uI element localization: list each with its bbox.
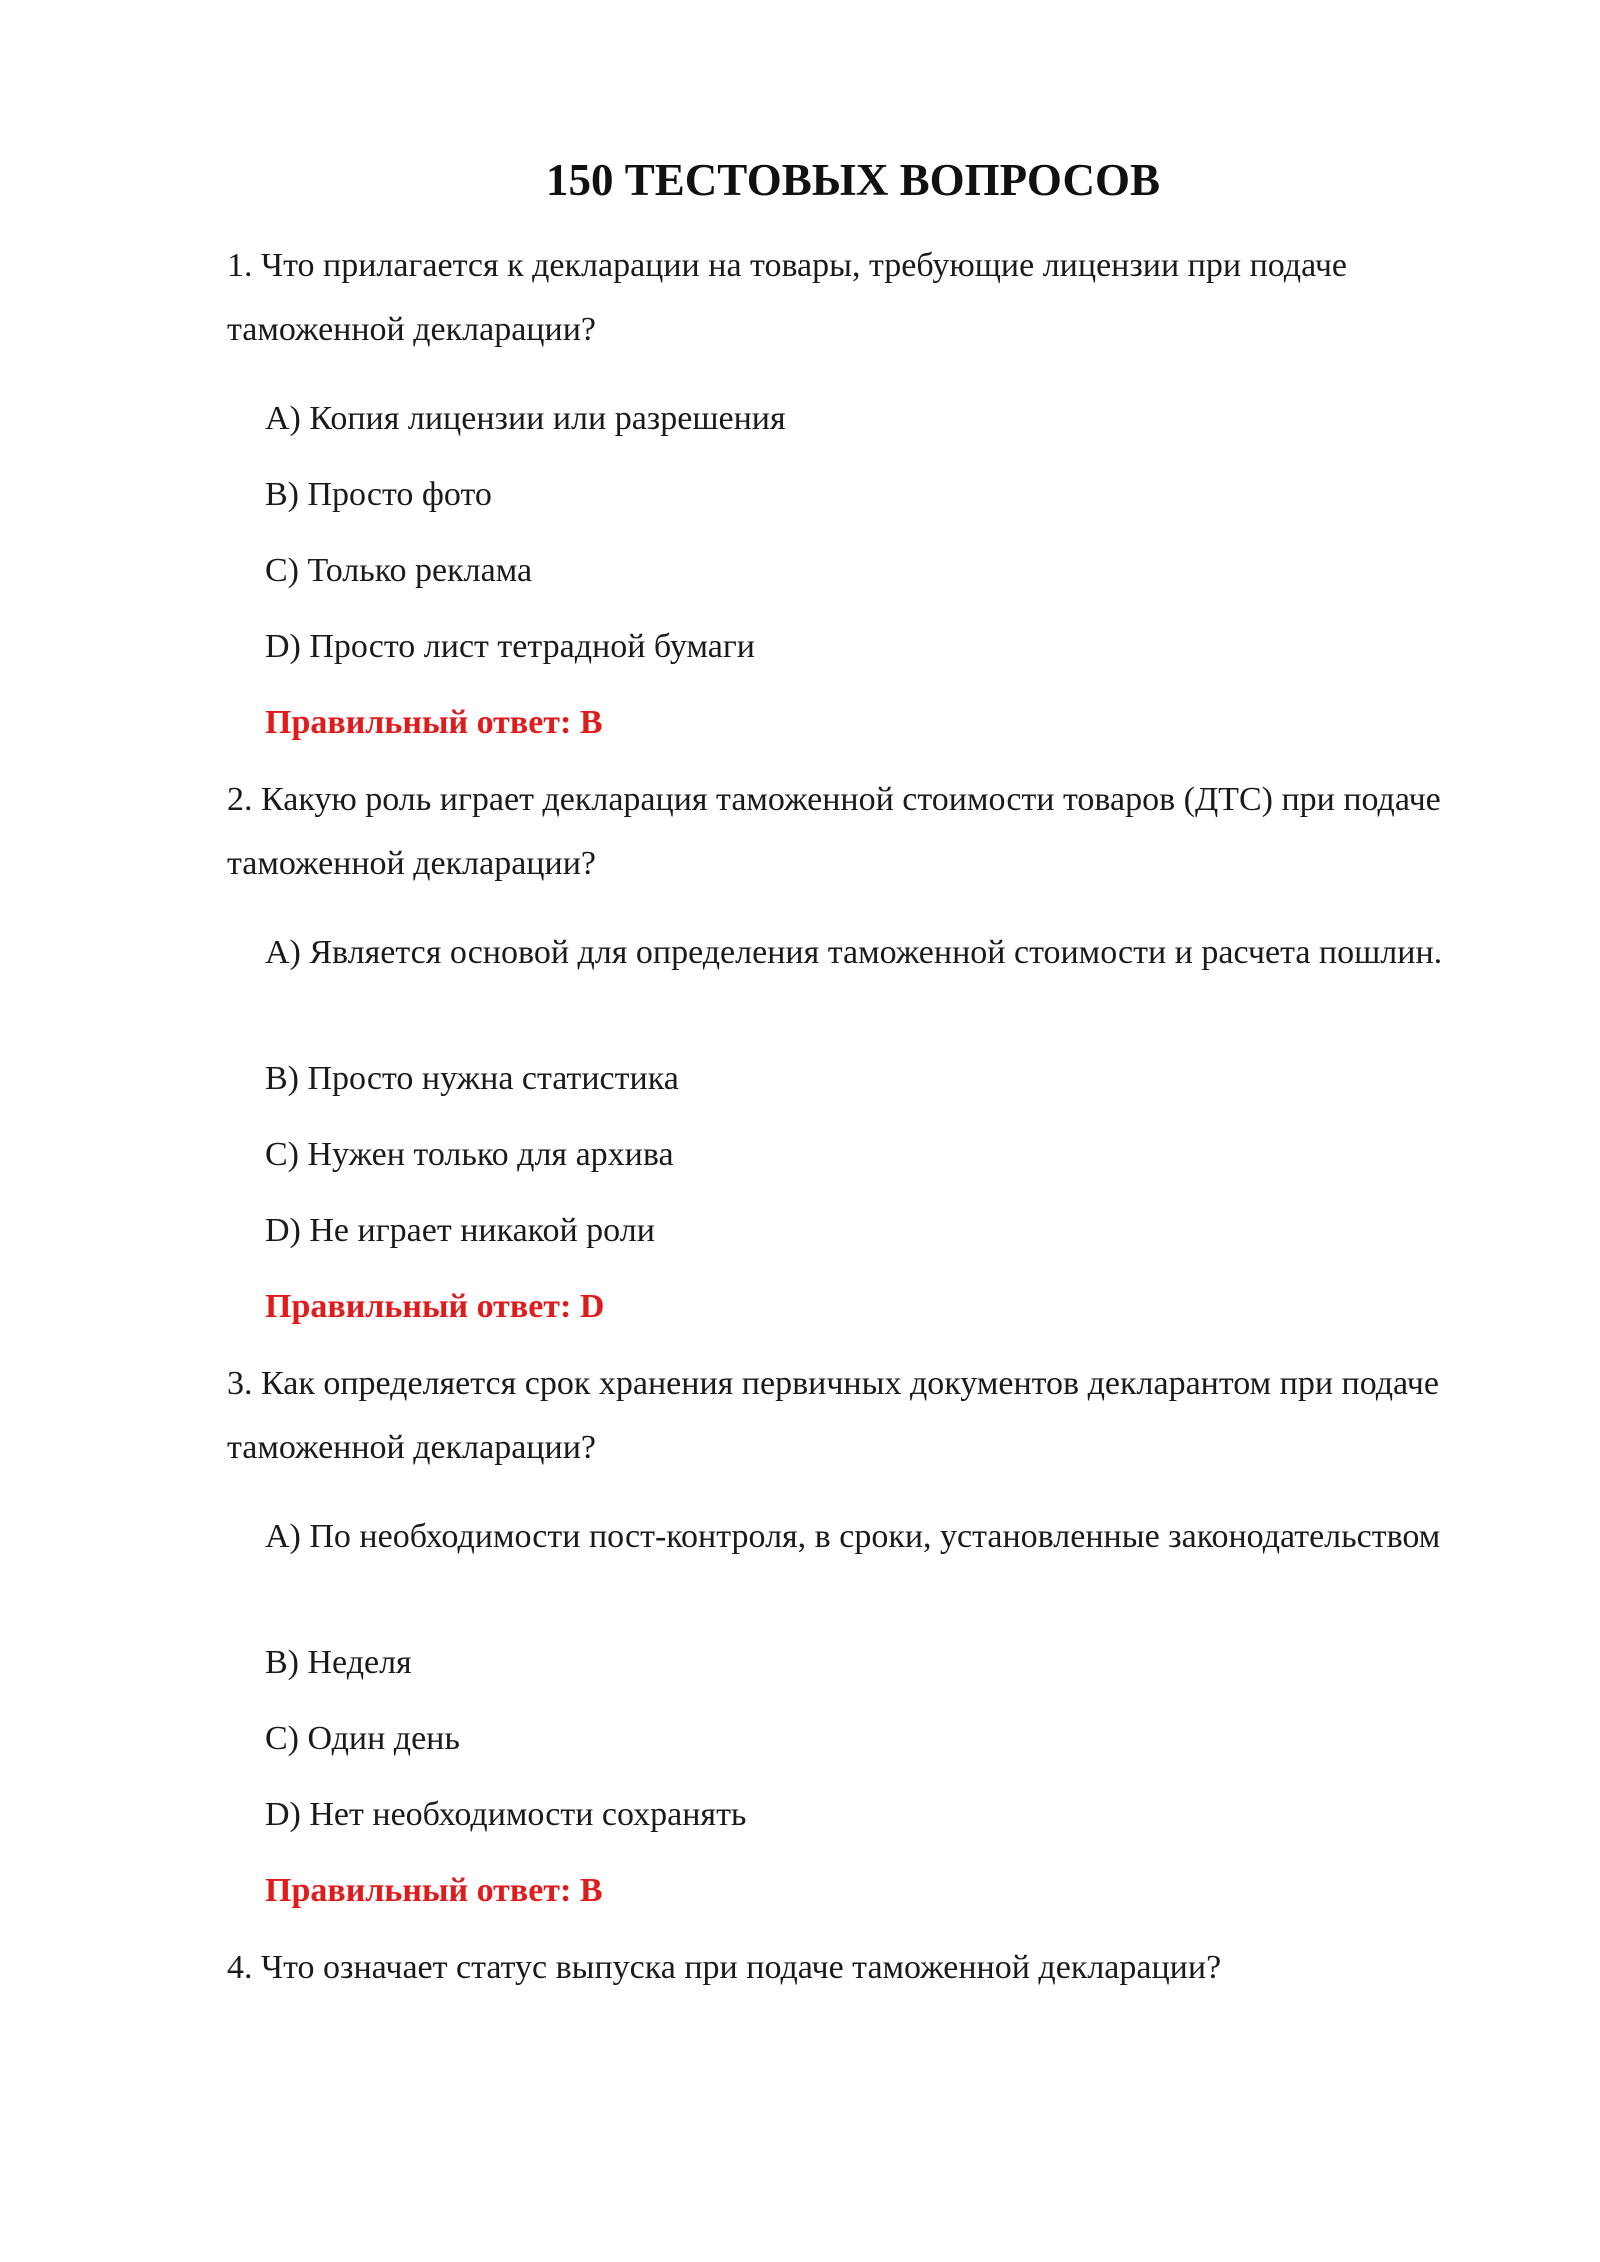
page-title: 150 ТЕСТОВЫХ ВОПРОСОВ bbox=[546, 155, 1160, 205]
question-1-option-d: D) Просто лист тетрадной бумаги bbox=[265, 628, 755, 665]
question-3-option-a: A) По необходимости пост-контроля, в сроки, установленные законодательством bbox=[265, 1518, 1441, 1555]
question-4-text: 4. Что означает статус выпуска при подаче таможенной декларации? bbox=[227, 1949, 1222, 1986]
question-2-option-a: A) Является основой для определения таможенной стоимости и расчета пошлин. bbox=[265, 934, 1443, 971]
question-1-option-a: A) Копия лицензии или разрешения bbox=[265, 400, 786, 437]
question-3-text: 3. Как определяется срок хранения первичных документов декларантом при подаче таможенной декларации? bbox=[227, 1365, 1439, 1466]
question-3-option-d: D) Нет необходимости сохранять bbox=[265, 1796, 747, 1833]
question-2-text: 2. Какую роль играет декларация таможенной стоимости товаров (ДТС) при подаче таможенной декларации? bbox=[227, 781, 1441, 882]
question-1-option-c: C) Только реклама bbox=[265, 552, 533, 589]
question-3-correct-answer: Правильный ответ: B bbox=[265, 1872, 603, 1909]
question-2-option-b: B) Просто нужна статистика bbox=[265, 1060, 679, 1097]
question-1-text: 1. Что прилагается к декларации на товары, требующие лицензии при подаче таможенной декларации? bbox=[227, 247, 1348, 348]
question-2-option-d: D) Не играет никакой роли bbox=[265, 1212, 655, 1249]
question-3-option-b: B) Неделя bbox=[265, 1644, 412, 1681]
question-1-option-b: B) Просто фото bbox=[265, 476, 492, 513]
question-3-option-c: C) Один день bbox=[265, 1720, 460, 1757]
question-1-correct-answer: Правильный ответ: B bbox=[265, 704, 603, 741]
question-2-correct-answer: Правильный ответ: D bbox=[265, 1288, 605, 1325]
question-2-option-c: C) Нужен только для архива bbox=[265, 1136, 674, 1173]
